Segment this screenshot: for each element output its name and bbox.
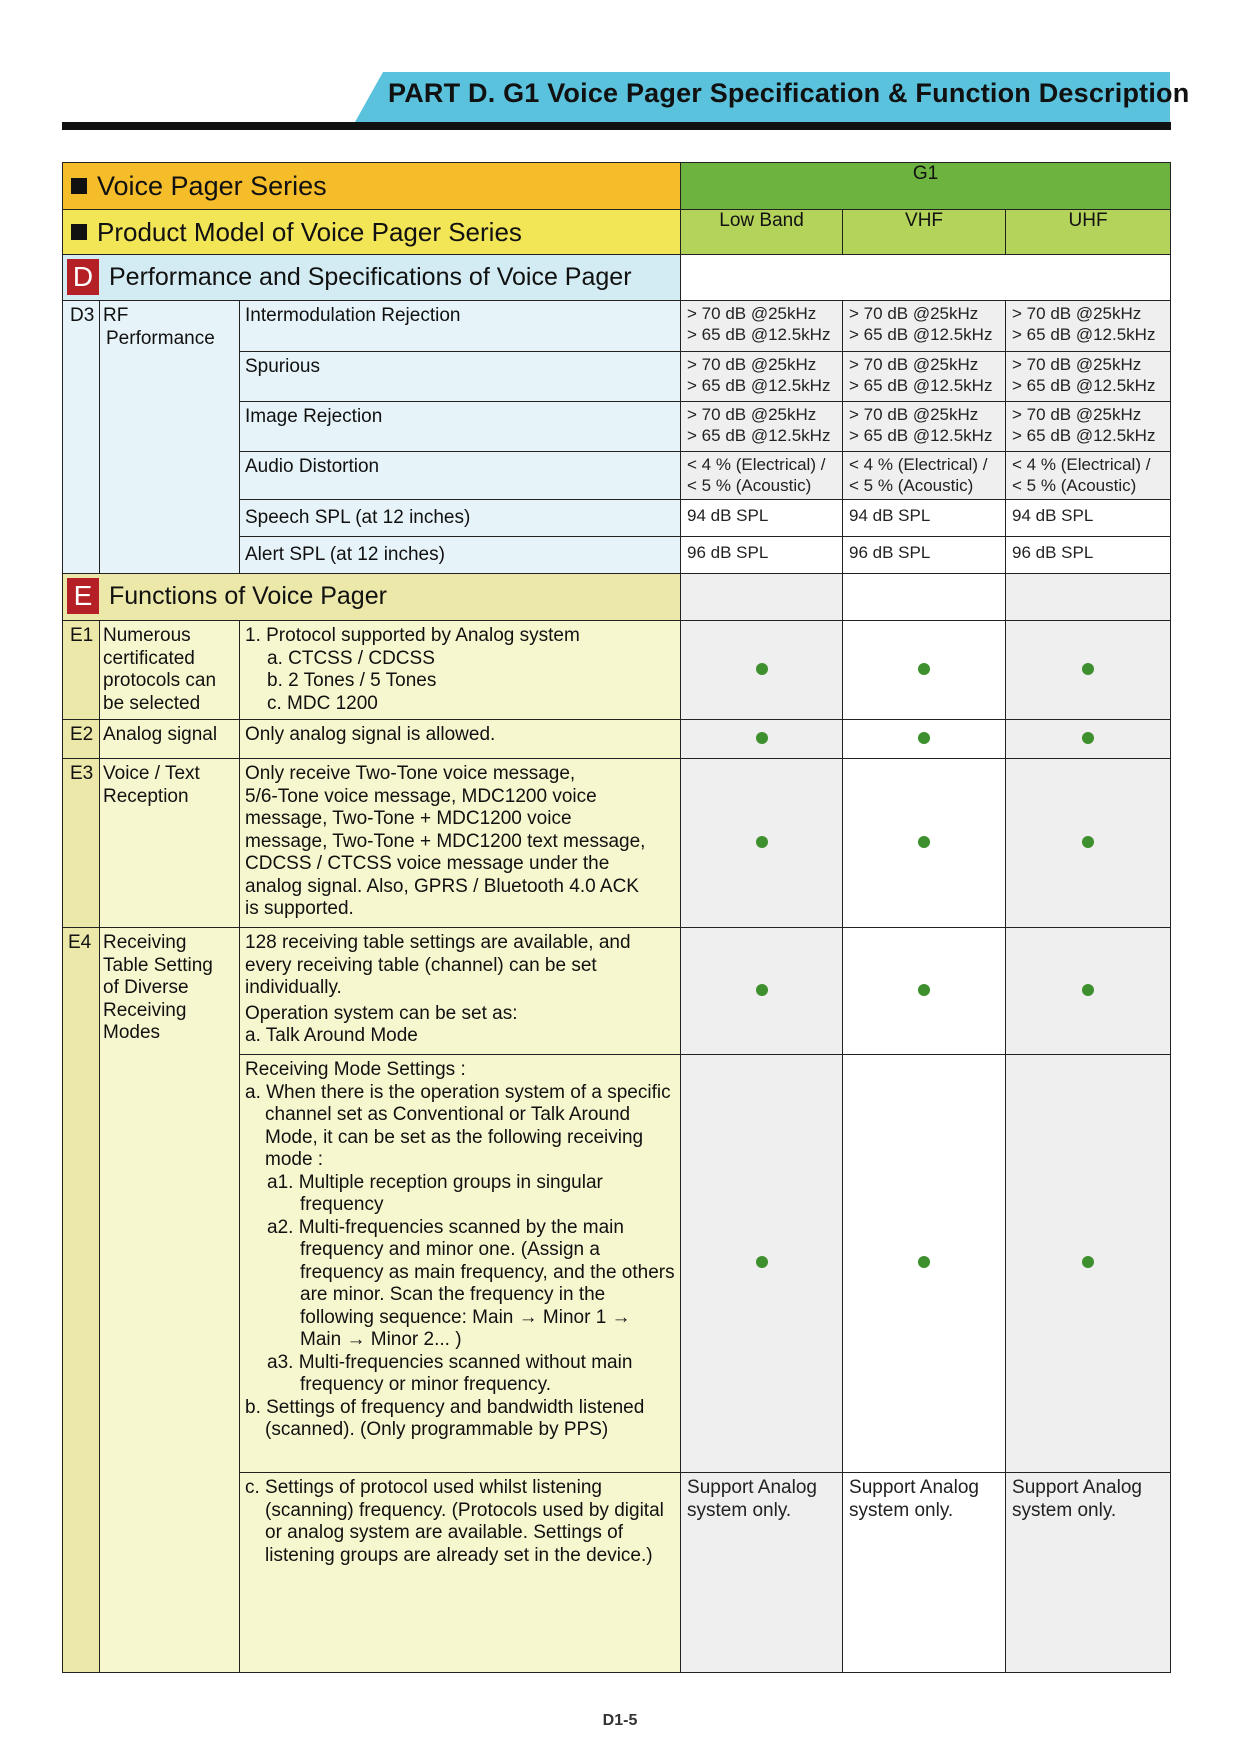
supported-dot-icon	[1082, 1256, 1094, 1268]
section-e-row	[63, 574, 1171, 621]
support-cell	[681, 720, 843, 759]
spec-value: < 4 % (Electrical) / < 5 % (Acoustic)	[681, 452, 843, 500]
spec-value: > 70 dB @25kHz > 65 dB @12.5kHz	[681, 352, 843, 402]
section-d-empty	[681, 255, 1171, 301]
category-line: Performance	[106, 327, 215, 349]
section-badge-e: E	[67, 578, 99, 614]
section-d-title-cell	[63, 255, 681, 301]
section-d-row	[63, 255, 1171, 301]
row-id: E2	[63, 720, 100, 759]
support-cell	[843, 1055, 1006, 1473]
supported-dot-icon	[756, 732, 768, 744]
supported-dot-icon	[918, 984, 930, 996]
model-label: Product Model of Voice Pager Series	[97, 217, 522, 247]
model-row	[63, 210, 1171, 255]
support-note: Support Analog system only.	[681, 1473, 843, 1673]
series-label-cell	[63, 163, 681, 210]
band-vhf: VHF	[843, 210, 1006, 255]
section-e-title: Functions of Voice Pager	[109, 582, 387, 610]
spec-table	[62, 162, 1171, 1673]
row-id: D3	[63, 301, 100, 574]
model-label-cell	[63, 210, 681, 255]
row-id: E1	[63, 621, 100, 720]
function-description: 128 receiving table settings are available, and every receiving table (channel) can be set individually. Operation system can be set as: a. Talk Around Mode	[240, 928, 681, 1055]
support-cell	[843, 621, 1006, 720]
spec-value: > 70 dB @25kHz > 65 dB @12.5kHz	[843, 301, 1006, 352]
support-cell	[1006, 928, 1171, 1055]
spec-value: 94 dB SPL	[843, 500, 1006, 537]
spec-value: 96 dB SPL	[681, 537, 843, 574]
supported-dot-icon	[756, 836, 768, 848]
spec-value: > 70 dB @25kHz > 65 dB @12.5kHz	[843, 402, 1006, 452]
empty-cell	[1006, 574, 1171, 621]
function-description: c. Settings of protocol used whilst listening (scanning) frequency. (Protocols used by digital or analog system are available. Settings of listening groups are already set in the device.)	[240, 1473, 681, 1673]
section-e-title-cell	[63, 574, 681, 621]
supported-dot-icon	[918, 836, 930, 848]
empty-cell	[843, 574, 1006, 621]
function-description: Only analog signal is allowed.	[240, 720, 681, 759]
spec-value: > 70 dB @25kHz > 65 dB @12.5kHz	[843, 352, 1006, 402]
support-note: Support Analog system only.	[843, 1473, 1006, 1673]
row-id: E3	[63, 759, 100, 928]
support-cell	[843, 928, 1006, 1055]
support-cell	[681, 1055, 843, 1473]
supported-dot-icon	[1082, 836, 1094, 848]
row-category	[100, 301, 240, 574]
band-low: Low Band	[681, 210, 843, 255]
section-badge-d: D	[67, 259, 99, 295]
supported-dot-icon	[756, 984, 768, 996]
row-category: Analog signal	[100, 720, 240, 759]
support-cell	[681, 621, 843, 720]
supported-dot-icon	[1082, 984, 1094, 996]
series-row	[63, 163, 1171, 210]
supported-dot-icon	[918, 1256, 930, 1268]
support-cell	[1006, 759, 1171, 928]
spec-value: > 70 dB @25kHz > 65 dB @12.5kHz	[681, 402, 843, 452]
page-title: PART D. G1 Voice Pager Specification & Function Description	[388, 78, 1190, 108]
e2-row	[63, 720, 1171, 759]
e4-row	[63, 928, 1171, 1055]
spec-name: Speech SPL (at 12 inches)	[240, 500, 681, 537]
function-description: 1. Protocol supported by Analog system a. CTCSS / CDCSS b. 2 Tones / 5 Tones c. MDC 1200	[240, 621, 681, 720]
spec-name: Spurious	[240, 352, 681, 402]
header-rule	[62, 122, 1171, 130]
supported-dot-icon	[756, 1256, 768, 1268]
spec-value: > 70 dB @25kHz > 65 dB @12.5kHz	[1006, 352, 1171, 402]
supported-dot-icon	[918, 732, 930, 744]
spec-value: 94 dB SPL	[681, 500, 843, 537]
series-value: G1	[681, 163, 1171, 210]
row-id: E4	[63, 928, 100, 1673]
section-d-title: Performance and Specifications of Voice Pager	[109, 263, 632, 291]
spec-value: > 70 dB @25kHz > 65 dB @12.5kHz	[681, 301, 843, 352]
spec-value: 94 dB SPL	[1006, 500, 1171, 537]
spec-name: Intermodulation Rejection	[240, 301, 681, 352]
square-bullet-icon	[71, 224, 87, 240]
spec-value: > 70 dB @25kHz > 65 dB @12.5kHz	[1006, 301, 1171, 352]
spec-value: 96 dB SPL	[1006, 537, 1171, 574]
support-cell	[843, 759, 1006, 928]
empty-cell	[681, 574, 843, 621]
supported-dot-icon	[918, 663, 930, 675]
support-cell	[681, 759, 843, 928]
spec-value: < 4 % (Electrical) / < 5 % (Acoustic)	[1006, 452, 1171, 500]
series-label: Voice Pager Series	[97, 171, 327, 201]
supported-dot-icon	[1082, 732, 1094, 744]
category-line: RF	[103, 305, 129, 326]
function-description: Only receive Two-Tone voice message, 5/6-Tone voice message, MDC1200 voice message, Two-Tone + MDC1200 voice message, Two-Tone + MDC1200 text message, CDCSS / CTCSS voice message under the analog signal. Also, GPRS / Bluetooth 4.0 ACK is supported.	[240, 759, 681, 928]
row-category: Numerous certificated protocols can be selected	[100, 621, 240, 720]
square-bullet-icon	[71, 178, 87, 194]
d-row	[63, 301, 1171, 352]
supported-dot-icon	[1082, 663, 1094, 675]
support-cell	[681, 928, 843, 1055]
spec-value: 96 dB SPL	[843, 537, 1006, 574]
function-description: Receiving Mode Settings : a. When there is the operation system of a specific channel set as Conventional or Talk Around Mode, it can be set as the following receiving mode : a1. Multiple reception groups in singular frequency a2. Multi-frequencies scanned by the main frequency and minor one. (Assign a frequency as main frequency, and the others are minor. Scan the frequency in the following sequence: Main → Minor 1 → Main → Minor 2... ) a3. Multi-frequencies scanned without main frequency or minor frequency. b. Settings of frequency and bandwidth listened (scanned). (Only programmable by PPS)	[240, 1055, 681, 1473]
row-category: Receiving Table Setting of Diverse Receiving Modes	[100, 928, 240, 1673]
page-number: D1-5	[602, 1712, 638, 1729]
spec-name: Image Rejection	[240, 402, 681, 452]
support-cell	[1006, 720, 1171, 759]
support-cell	[843, 720, 1006, 759]
spec-value: > 70 dB @25kHz > 65 dB @12.5kHz	[1006, 402, 1171, 452]
spec-name: Audio Distortion	[240, 452, 681, 500]
e1-row	[63, 621, 1171, 720]
spec-name: Alert SPL (at 12 inches)	[240, 537, 681, 574]
support-cell	[1006, 621, 1171, 720]
spec-value: < 4 % (Electrical) / < 5 % (Acoustic)	[843, 452, 1006, 500]
e3-row	[63, 759, 1171, 928]
support-cell	[1006, 1055, 1171, 1473]
row-category: Voice / Text Reception	[100, 759, 240, 928]
support-note: Support Analog system only.	[1006, 1473, 1171, 1673]
band-uhf: UHF	[1006, 210, 1171, 255]
supported-dot-icon	[756, 663, 768, 675]
